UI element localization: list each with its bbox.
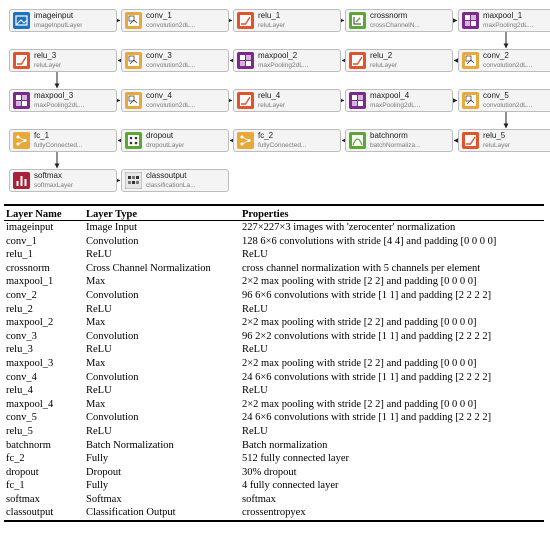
cell-properties: 512 fully connected layer [242,453,349,465]
maxpool-icon [349,92,366,109]
table-row [4,506,544,521]
table-row [4,398,544,412]
cell-properties: 30% dropout [242,466,297,478]
maxpool-icon [13,92,30,109]
table-row [4,493,544,507]
batchnorm-icon [349,132,366,149]
table-row [4,235,544,249]
cell-layer-name: fc_2 [6,453,25,465]
cell-properties: ReLU [242,344,268,356]
table-row [4,425,544,439]
layer-node-type: reluLayer [34,62,62,69]
layer-node-maxpool_1[interactable] [458,9,550,32]
cell-layer-name: crossnorm [6,262,50,274]
cell-layer-name: relu_5 [6,425,33,437]
layer-node-name: crossnorm [370,11,408,20]
layer-node-name: batchnorm [370,131,408,140]
relu-icon [237,12,254,29]
cell-layer-type: ReLU [86,385,112,397]
table-row [4,384,544,398]
table-row [4,221,544,235]
cell-properties: 227×227×3 images with 'zerocenter' normalization [242,222,456,233]
cell-layer-name: relu_2 [6,303,33,315]
cell-layer-type: Max [86,317,106,329]
image-input-icon [13,12,30,29]
layer-node-type: classificationLa... [146,182,196,189]
layer-node-type: dropoutLayer [146,142,185,149]
maxpool-icon [462,12,479,29]
cell-layer-type: Softmax [86,493,122,505]
layer-node-name: maxpool_1 [483,11,523,20]
layer-node-dropout[interactable] [121,129,229,152]
cell-properties: ReLU [242,385,268,397]
layer-node-type: maxPooling2dL... [34,102,85,109]
cell-layer-name: maxpool_4 [6,398,54,410]
layer-node-name: softmax [34,171,63,180]
layer-node-softmax[interactable] [9,169,117,192]
layer-node-type: fullyConnected... [258,142,307,149]
layer-node-type: reluLayer [258,102,286,109]
layer-node-type: maxPooling2dL... [483,22,534,29]
cell-layer-type: Max [86,357,106,369]
cell-layer-type: Convolution [86,371,139,383]
table-row [4,303,544,317]
relu-icon [237,92,254,109]
layer-node-type: convolution2dL... [146,62,196,69]
layer-node-imageinput[interactable] [9,9,117,32]
cell-layer-type: Convolution [86,330,139,342]
table-row [4,316,544,330]
table-row [4,262,544,276]
cell-layer-type: Classification Output [86,507,176,519]
convolution-icon [462,52,479,69]
dropout-icon [125,132,142,149]
layer-node-name: conv_2 [483,51,509,60]
cell-layer-type: Convolution [86,235,139,247]
convolution-icon [125,52,142,69]
cell-properties: 2×2 max pooling with stride [2 2] and padding [0 0 0 0] [242,398,477,410]
layer-node-type: fullyConnected... [34,142,83,149]
cell-layer-name: softmax [6,493,40,505]
cell-properties: ReLU [242,425,268,437]
cell-layer-name: conv_3 [6,330,37,342]
cell-properties: 2×2 max pooling with stride [2 2] and padding [0 0 0 0] [242,357,477,369]
cell-layer-name: maxpool_1 [6,276,54,288]
layer-node-maxpool_4[interactable] [345,89,453,112]
cell-layer-type: Image Input [86,222,138,233]
convolution-icon [125,12,142,29]
layer-node-type: crossChannelN... [370,22,420,29]
cell-properties: softmax [242,493,276,505]
cell-layer-name: maxpool_3 [6,357,54,369]
layer-node-fc_2[interactable] [233,129,341,152]
cell-layer-type: ReLU [86,249,112,261]
cell-layer-name: conv_4 [6,371,37,383]
cell-properties: ReLU [242,249,268,261]
layer-node-relu_4[interactable] [233,89,341,112]
cell-layer-name: conv_5 [6,412,37,424]
layer-node-batchnorm[interactable] [345,129,453,152]
table-row [4,411,544,425]
cell-layer-type: ReLU [86,303,112,315]
layer-node-conv_1[interactable] [121,9,229,32]
layer-node-type: convolution2dL... [483,62,533,69]
layer-node-fc_1[interactable] [9,129,117,152]
table-row [4,275,544,289]
layer-node-type: maxPooling2dL... [370,102,421,109]
cell-layer-type: Fully [86,480,109,492]
layer-node-conv_4[interactable] [121,89,229,112]
convolution-icon [125,92,142,109]
layer-node-name: classoutput [146,171,187,180]
cell-layer-name: imageinput [6,222,54,233]
cell-layer-name: relu_3 [6,344,33,356]
relu-icon [349,52,366,69]
cell-layer-type: ReLU [86,344,112,356]
cell-layer-name: classoutput [6,507,54,519]
cell-properties: 96 2×2 convolutions with stride [1 1] and padding [2 2 2 2] [242,330,492,342]
cell-properties: 96 6×6 convolutions with stride [1 1] and padding [2 2 2 2] [242,289,492,301]
cell-properties: 4 fully connected layer [242,480,339,492]
cell-properties: ReLU [242,303,268,315]
table-row [4,371,544,385]
layer-node-name: relu_5 [483,131,506,140]
cell-layer-type: ReLU [86,425,112,437]
cell-layer-name: relu_1 [6,249,33,261]
layer-node-type: convolution2dL... [146,102,196,109]
layer-node-name: dropout [146,131,174,140]
relu-icon [13,52,30,69]
maxpool-icon [237,52,254,69]
table-row [4,248,544,262]
cell-properties: 24 6×6 convolutions with stride [1 1] and padding [2 2 2 2] [242,371,492,383]
layer-node-classoutput[interactable] [121,169,229,192]
table-row [4,357,544,371]
layer-node-name: conv_4 [146,91,172,100]
layer-node-conv_2[interactable] [458,49,550,72]
classification-output-icon [125,172,142,189]
layer-node-name: imageinput [34,11,74,20]
layer-node-name: fc_2 [258,131,274,140]
layer-node-type: reluLayer [370,62,398,69]
layer-node-relu_5[interactable] [458,129,550,152]
layer-table [4,204,544,522]
layer-node-type: convolution2dL... [483,102,533,109]
fully-connected-icon [237,132,254,149]
cell-layer-name: conv_2 [6,289,37,301]
cell-layer-type: Batch Normalization [86,439,174,451]
cell-properties: 24 6×6 convolutions with stride [1 1] and padding [2 2 2 2] [242,412,492,424]
layer-node-maxpool_3[interactable] [9,89,117,112]
cell-properties: Batch normalization [242,439,328,451]
cell-layer-type: Convolution [86,412,139,424]
layer-node-conv_5[interactable] [458,89,550,112]
softmax-icon [13,172,30,189]
cell-layer-name: batchnorm [6,439,51,451]
cell-layer-name: maxpool_2 [6,317,54,329]
layer-node-type: reluLayer [483,142,511,149]
layer-node-name: relu_3 [34,51,57,60]
cell-layer-type: Cross Channel Normalization [86,262,211,274]
cell-layer-type: Dropout [86,466,121,478]
layer-node-name: conv_1 [146,11,172,20]
cell-properties: crossentropyex [242,507,306,519]
layer-node-name: relu_4 [258,91,281,100]
layer-node-name: fc_1 [34,131,50,140]
cell-layer-name: dropout [6,466,39,478]
layer-node-conv_3[interactable] [121,49,229,72]
layer-node-name: relu_2 [370,51,393,60]
normalization-icon [349,12,366,29]
convolution-icon [462,92,479,109]
table-row [4,466,544,480]
table-row [4,330,544,344]
cell-properties: 2×2 max pooling with stride [2 2] and padding [0 0 0 0] [242,276,477,288]
relu-icon [462,132,479,149]
cell-layer-type: Convolution [86,289,139,301]
layer-node-maxpool_2[interactable] [233,49,341,72]
table-row [4,479,544,493]
table-row [4,452,544,466]
layer-node-name: maxpool_3 [34,91,74,100]
column-header-layer-type: Layer Type [86,208,138,220]
cell-layer-name: relu_4 [6,385,33,397]
layer-node-relu_3[interactable] [9,49,117,72]
cell-properties: 2×2 max pooling with stride [2 2] and padding [0 0 0 0] [242,317,477,329]
layer-node-name: relu_1 [258,11,281,20]
layer-node-type: maxPooling2dL... [258,62,309,69]
layer-node-crossnorm[interactable] [345,9,453,32]
layer-node-name: conv_3 [146,51,172,60]
table-header-row [4,205,544,221]
table-row [4,439,544,453]
layer-node-type: reluLayer [258,22,286,29]
layer-node-relu_2[interactable] [345,49,453,72]
column-header-properties: Properties [242,208,289,220]
fully-connected-icon [13,132,30,149]
table-row [4,343,544,357]
layer-node-type: imageInputLayer [34,22,83,29]
layer-node-name: maxpool_2 [258,51,298,60]
table-row [4,289,544,303]
layer-node-type: convolution2dL... [146,22,196,29]
cell-layer-name: fc_1 [6,480,25,492]
cell-properties: 128 6×6 convolutions with stride [4 4] and padding [0 0 0 0] [242,235,497,247]
cell-layer-name: conv_1 [6,235,37,247]
layer-node-type: softmaxLayer [34,182,74,189]
layer-graph [0,0,550,200]
cell-properties: cross channel normalization with 5 channels per element [242,262,481,274]
layer-node-name: maxpool_4 [370,91,410,100]
cell-layer-type: Fully [86,453,109,465]
cell-layer-type: Max [86,398,106,410]
cell-layer-type: Max [86,276,106,288]
layer-node-relu_1[interactable] [233,9,341,32]
layer-node-type: batchNormaliza... [370,142,421,149]
column-header-layer-name: Layer Name [6,208,62,220]
layer-node-name: conv_5 [483,91,509,100]
